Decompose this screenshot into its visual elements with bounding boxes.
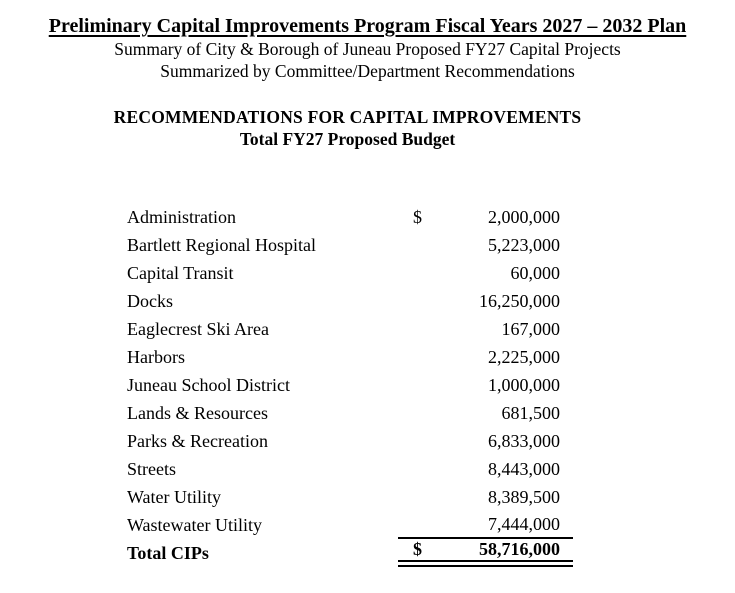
row-amount: 2,225,000 bbox=[488, 346, 560, 367]
row-label: Water Utility bbox=[127, 486, 222, 507]
table-row bbox=[127, 427, 573, 455]
row-amount-group bbox=[398, 231, 573, 259]
row-label: Bartlett Regional Hospital bbox=[127, 234, 316, 255]
table-row bbox=[127, 455, 573, 483]
table-row bbox=[127, 371, 573, 399]
row-amount: 2,000,000 bbox=[488, 206, 560, 227]
row-label: Docks bbox=[127, 290, 173, 311]
row-amount: 167,000 bbox=[501, 318, 560, 339]
dollar-sign: $ bbox=[413, 539, 422, 559]
table-row bbox=[127, 483, 573, 511]
row-amount-group bbox=[398, 483, 573, 511]
cip-summary-table bbox=[127, 203, 573, 567]
row-amount-group bbox=[398, 455, 573, 483]
row-amount: 60,000 bbox=[510, 262, 560, 283]
row-label: Juneau School District bbox=[127, 374, 290, 395]
table-row bbox=[127, 511, 573, 539]
table-row bbox=[127, 287, 573, 315]
row-amount-group bbox=[398, 287, 573, 315]
row-amount: 1,000,000 bbox=[488, 374, 560, 395]
row-label: Harbors bbox=[127, 346, 185, 367]
row-label: Parks & Recreation bbox=[127, 430, 268, 451]
row-label: Eaglecrest Ski Area bbox=[127, 318, 269, 339]
table-row bbox=[127, 343, 573, 371]
row-label: Streets bbox=[127, 458, 176, 479]
row-amount-group bbox=[398, 315, 573, 343]
table-total-row bbox=[127, 539, 573, 567]
row-amount: 8,443,000 bbox=[488, 458, 560, 479]
total-label: Total CIPs bbox=[127, 542, 209, 563]
dollar-sign: $ bbox=[413, 206, 422, 227]
row-label: Administration bbox=[127, 206, 236, 227]
row-amount-group bbox=[398, 399, 573, 427]
row-amount-group bbox=[398, 203, 573, 231]
row-amount: 5,223,000 bbox=[488, 234, 560, 255]
row-label: Lands & Resources bbox=[127, 402, 268, 423]
row-amount: 6,833,000 bbox=[488, 430, 560, 451]
table-row bbox=[127, 399, 573, 427]
section-heading-line1: RECOMMENDATIONS FOR CAPITAL IMPROVEMENTS bbox=[113, 107, 582, 127]
table-row bbox=[127, 231, 573, 259]
document-subtitle-1: Summary of City & Borough of Juneau Proposed FY27 Capital Projects bbox=[114, 39, 621, 59]
row-amount-group bbox=[398, 511, 573, 539]
table-row bbox=[127, 315, 573, 343]
total-amount: 58,716,000 bbox=[479, 539, 560, 559]
row-amount: 7,444,000 bbox=[488, 513, 560, 534]
row-amount-group bbox=[398, 371, 573, 399]
table-row bbox=[127, 259, 573, 287]
section-heading-line2: Total FY27 Proposed Budget bbox=[239, 129, 456, 149]
document-header bbox=[0, 14, 735, 82]
document-title bbox=[0, 14, 735, 38]
table-row bbox=[127, 203, 573, 231]
section-heading bbox=[0, 106, 695, 150]
row-amount: 8,389,500 bbox=[488, 486, 560, 507]
row-amount: 681,500 bbox=[501, 402, 560, 423]
row-amount-group bbox=[398, 427, 573, 455]
document-title-text: Preliminary Capital Improvements Program Fiscal Years 2027 – 2032 Plan bbox=[48, 15, 687, 37]
row-amount-group bbox=[398, 343, 573, 371]
row-label: Capital Transit bbox=[127, 262, 234, 283]
row-amount: 16,250,000 bbox=[479, 290, 560, 311]
row-amount-group bbox=[398, 259, 573, 287]
row-label: Wastewater Utility bbox=[127, 514, 263, 535]
document-subtitle-2: Summarized by Committee/Department Recommendations bbox=[160, 61, 575, 81]
total-amount-group bbox=[398, 539, 573, 567]
